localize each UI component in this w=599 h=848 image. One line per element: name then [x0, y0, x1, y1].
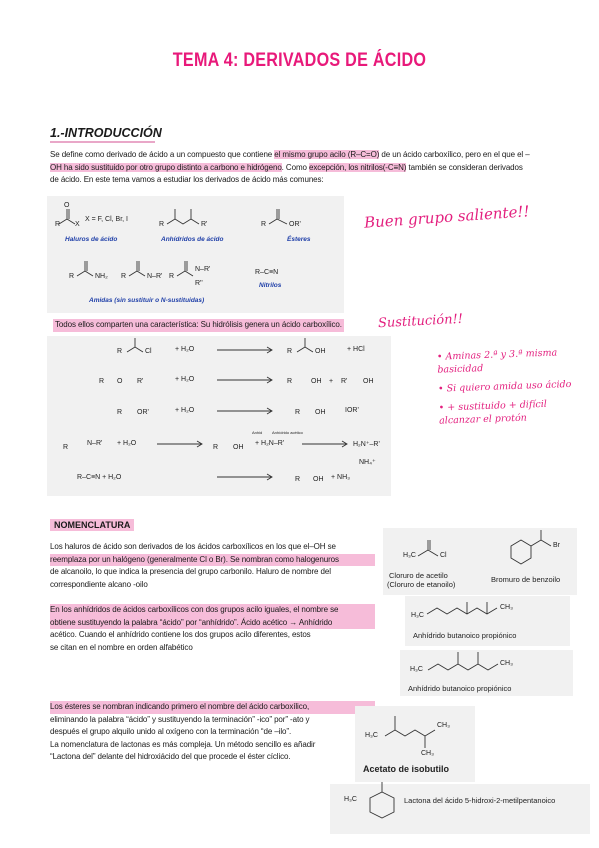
nomenclature-anhidridos-paragraph: En los anhídridos de ácidos carboxílicos con dos grupos acilo iguales, el nombre se obtiene sustituyendo la palabra “ácido” por “anhídrido”. Ácido acético → Anhídrido acético. Cuando el anhídrido contiene los dos grupos acilo diferentes, estos se citan en el nombre en orden alfabético	[50, 604, 375, 654]
caption-anhidridos: Anhídridos de ácido	[161, 236, 224, 243]
caption-esteres: Ésteres	[287, 236, 311, 243]
section-heading-introduccion: 1.-INTRODUCCIÓN	[50, 126, 162, 140]
anhydride-example-1: H₃C CH₃ Anhídrido butanoico propiónico	[405, 596, 570, 646]
anhydride-example-2: H₃C CH₃ Anhídrido butanoico propiónico	[400, 650, 573, 696]
nomenclature-haluros-paragraph: Los haluros de ácido son derivados de los ácidos carboxílicos en los que el–OH se reemplaza por un halógeno (generalmente Cl o Br). Se nombran como halogenuros de alcanoilo, lo que indica la presencia del grupo carbonilo. Haluro de nombre del correspondiente alcano -oilo	[50, 541, 375, 591]
acid-derivatives-figure: R X O X = F, Cl, Br, I Haluros de ácido R R' Anhídridos de ácido R OR' Ésteres R NH₂ R N–R' R N–R' R'' R–C≡N Nitrilos Amidas (sin sustituir o N-sustituidas)	[47, 196, 344, 313]
acyl-halide-examples: H₃C Cl Br Cloruro de acetilo (Cloruro de etanoilo) Bromuro de benzoilo	[383, 528, 577, 595]
hydrolysis-statement: Todos ellos comparten una característica: Su hidrólisis genera un ácido carboxílico.	[53, 319, 344, 332]
lactone-example: H₃C Lactona del ácido 5-hidroxi-2-metilpentanoico	[330, 784, 590, 834]
caption-amidas: Amidas (sin sustituir o N-sustituidas)	[89, 297, 205, 304]
section-heading-nomenclatura: NOMENCLATURA	[50, 519, 134, 531]
handnotes-list: • Aminas 2.ª y 3.ª misma basicidad • Si quiero amida uso ácido • + sustituido + difícil alcanzar el protón	[436, 347, 572, 427]
page-title: TEMA 4: DERIVADOS DE ÁCIDO	[172, 50, 427, 71]
caption-haluros: Haluros de ácido	[65, 236, 118, 243]
ester-example: H₃C CH₃ CH₃ Acetato de isobutilo	[355, 706, 475, 782]
derivative-structures	[47, 196, 344, 313]
heading-underline	[50, 141, 155, 143]
caption-nitrilos: Nitrilos	[259, 282, 282, 289]
reaction-arrows	[47, 336, 391, 496]
handnote-buen-grupo-saliente: Buen grupo saliente!!	[363, 202, 530, 232]
hydrolysis-reactions-figure: R Cl + H₂O R OH + HCl R O R' + H₂O R OH + R' OH R OR' + H₂O R OH IOR' Anhid Anhídrido acético R N–R' + H₂O R OH + H₂N–R' H₂N⁺–R' R–C≡N + H₂O R OH + NH₃ NH₄⁺	[47, 336, 391, 496]
intro-paragraph: Se define como derivado de ácido a un compuesto que contiene el mismo grupo acilo (R–C=O) de un ácido carboxílico, pero en el que el – OH ha sido sustituido por otro grupo distinto a carbono e hidrógeno. Como excepción, los nitrilos(-C≡N) también se consideran derivados de ácido. En este tema vamos a estudiar los derivados de ácido más comunes:	[50, 150, 530, 184]
handnote-sustitucion: Sustitución!!	[377, 311, 464, 332]
nomenclature-esteres-paragraph: Los ésteres se nombran indicando primero el nombre del ácido carboxílico, eliminando la palabra “ácido” y sustituyendo la terminación” -ico” por” -ato y después el grupo alquilo unido al oxígeno con la terminación “de –ilo”. La nomenclatura de lactonas es más compleja. Un método sencillo es añadir “Lactona del” delante del hidroxiácido del que procede el éster cíclico.	[50, 701, 375, 764]
